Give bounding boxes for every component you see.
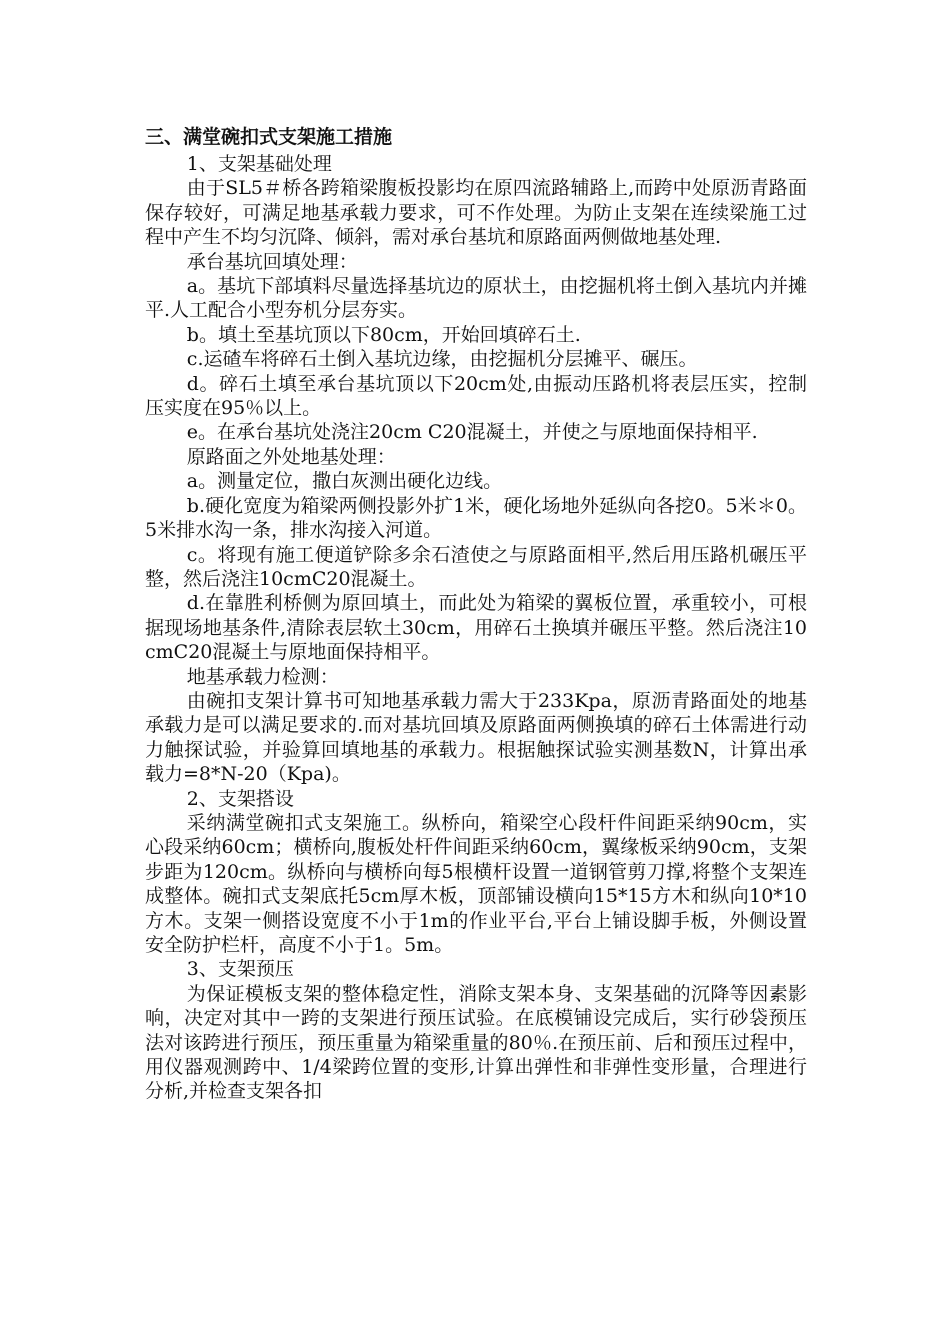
paragraph-bearing-test-body: 由碗扣支架计算书可知地基承载力需大于233Kpa，原沥青路面处的地基承载力是可以满足要求的.而对基坑回填及原路面两侧换填的碎石土体需进行动力触探试验，并验算回填地基的承载力。根据触探试验实测基数N，计算出承载力=8*N-20（Kpa)。 (145, 689, 807, 786)
paragraph-pit-step-c: c.运碴车将碎石土倒入基坑边缘，由挖掘机分层摊平、碾压。 (186, 348, 698, 371)
paragraph-pit-step-a: a。基坑下部填料尽量选择基坑边的原状土，由挖掘机将土倒入基坑内并摊平.人工配合小型夯机分层夯实。 (145, 275, 807, 322)
paragraph-pit-step-d: d。碎石土填至承台基坑顶以下20cm处,由振动压路机将表层压实，控制压实度在95％以上。 (145, 372, 807, 420)
paragraph-pit-step-b: b。填土至基坑顶以下80cm，开始回填碎石土. (186, 323, 581, 346)
paragraph-road-treatment-title: 原路面之外处地基处理： (186, 445, 396, 468)
paragraph-erection-body: 采纳满堂碗扣式支架施工。纵桥向，箱梁空心段杆件间距采纳90cm，实心段采纳60cm；横桥向,腹板处杆件间距采纳60cm，翼缘板采纳90cm，支架步距为120cm。纵桥向与横桥向每5根横杆设置一道钢管剪刀撑,将整个支架连成整体。碗扣式支架底托5cm厚木板，顶部铺设横向15*15方木和纵向10*10方木。支架一侧搭设宽度不小于1m的作业平台,平台上铺设脚手板，外侧设置安全防护栏杆，高度不小于1。5m。 (145, 811, 807, 956)
paragraph-foundation-intro: 由于SL5＃桥各跨箱梁腹板投影均在原四流路辅路上,而跨中处原沥青路面保存较好，可满足地基承载力要求，可不作处理。为防止支架在连续梁施工过程中产生不均匀沉降、倾斜，需对承台基坑和原路面两侧做地基处理. (145, 177, 807, 249)
paragraph-bearing-test-title: 地基承载力检测： (186, 665, 339, 688)
subsection-title-foundation: 1、支架基础处理 (186, 153, 332, 175)
paragraph-preload-body: 为保证模板支架的整体稳定性，消除支架本身、支架基础的沉降等因素影响，决定对其中一跨的支架进行预压试验。在底模铺设完成后，实行砂袋预压法对该跨进行预压，预压重量为箱梁重量的80％.在预压前、后和预压过程中，用仪器观测跨中、1/4梁跨位置的变形,计算出弹性和非弹性变形量，合理进行分析,并检查支架各扣 (145, 982, 807, 1103)
paragraph-road-step-a: a。测量定位，撒白灰测出硬化边线。 (186, 470, 503, 493)
subsection-title-preload: 3、支架预压 (186, 958, 294, 981)
subsection-title-erection: 2、支架搭设 (186, 787, 294, 810)
paragraph-road-step-d: d.在靠胜利桥侧为原回填土，而此处为箱梁的翼板位置，承重较小，可根据现场地基条件,清除表层软土30cm，用碎石土换填并碾压平整。然后浇注10cmC20混凝土与原地面保持相平。 (145, 592, 807, 664)
paragraph-road-step-c: c。将现有施工便道铲除多余石渣使之与原路面相平,然后用压路机碾压平整，然后浇注10cmC20混凝土。 (145, 543, 807, 590)
paragraph-pit-backfill-title: 承台基坑回填处理： (186, 250, 358, 273)
paragraph-road-step-b: b.硬化宽度为箱梁两侧投影外扩1米，硬化场地外延纵向各挖0。5米＊0。5米排水沟一条，排水沟接入河道。 (145, 494, 807, 542)
paragraph-pit-step-e: e。在承台基坑处浇注20cm C20混凝土，并使之与原地面保持相平. (186, 421, 758, 444)
section-heading: 三、满堂碗扣式支架施工措施 (145, 126, 393, 148)
document-page (145, 124, 807, 1104)
